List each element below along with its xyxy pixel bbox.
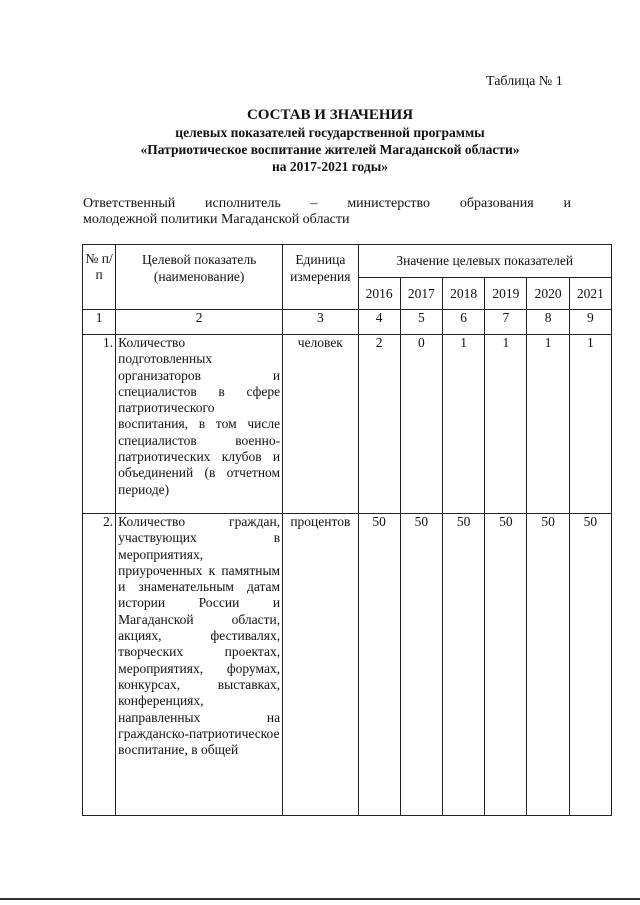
table-number: Таблица № 1 — [486, 74, 563, 89]
column-number: 8 — [527, 310, 569, 335]
column-number-row — [83, 310, 612, 335]
year-cell: 2017 — [400, 278, 442, 310]
value-cell: 50 — [485, 514, 527, 816]
column-number: 6 — [443, 310, 485, 335]
scan-edge-line — [0, 898, 640, 900]
row-number: 2. — [83, 514, 116, 816]
value-cell: 1 — [485, 335, 527, 514]
executor-line-1: Ответственный исполнитель – министерство образования и — [83, 196, 571, 211]
indicators-table — [82, 244, 612, 816]
header-unit: Единица измерения — [283, 245, 358, 310]
year-cell: 2016 — [358, 278, 400, 310]
column-number: 1 — [83, 310, 116, 335]
title-line-3: «Патриотическое воспитание жителей Магаданской области» — [140, 142, 520, 157]
column-number: 7 — [485, 310, 527, 335]
value-cell: 1 — [443, 335, 485, 514]
year-cell: 2018 — [443, 278, 485, 310]
column-number: 9 — [569, 310, 611, 335]
year-cell: 2019 — [485, 278, 527, 310]
column-number: 3 — [283, 310, 358, 335]
executor-line-2: молодежной политики Магаданской области — [83, 212, 350, 227]
value-cell: 50 — [400, 514, 442, 816]
value-cell: 1 — [527, 335, 569, 514]
table-row — [83, 335, 612, 514]
indicator-text: Количество граждан, участвующих в мероприятиях, приуроченных к памятным и знаменательным датам истории России и Магаданской области, акциях, фестивалях, творческих проектах, мероприятиях, форумах, конкурсах, выставках, конференциях, направленных на гражданско-патриотическое воспитание, в общей — [116, 514, 283, 816]
value-cell: 2 — [358, 335, 400, 514]
row-number: 1. — [83, 335, 116, 514]
value-cell: 50 — [527, 514, 569, 816]
unit-cell: процентов — [283, 514, 358, 816]
title-line-1: СОСТАВ И ЗНАЧЕНИЯ — [246, 107, 414, 123]
year-cell: 2021 — [569, 278, 611, 310]
document-title — [0, 107, 640, 175]
header-indicator: Целевой показатель (наименование) — [116, 245, 283, 310]
column-number: 2 — [116, 310, 283, 335]
header-no: № п/п — [83, 245, 116, 310]
column-number: 4 — [358, 310, 400, 335]
year-cell: 2020 — [527, 278, 569, 310]
header-values: Значение целевых показателей — [358, 245, 611, 278]
column-number: 5 — [400, 310, 442, 335]
unit-cell: человек — [283, 335, 358, 514]
title-line-4: на 2017-2021 годы» — [271, 159, 389, 174]
value-cell: 0 — [400, 335, 442, 514]
value-cell: 50 — [358, 514, 400, 816]
indicator-text: Количество подготовленных организаторов и специалистов в сфере патриотического воспитания, в том числе специалистов военно-патриотических клубов и объединений (в отчетном периоде) — [116, 335, 283, 514]
title-line-2: целевых показателей государственной программы — [175, 125, 485, 140]
table-row — [83, 514, 612, 816]
value-cell: 1 — [569, 335, 611, 514]
value-cell: 50 — [569, 514, 611, 816]
value-cell: 50 — [443, 514, 485, 816]
